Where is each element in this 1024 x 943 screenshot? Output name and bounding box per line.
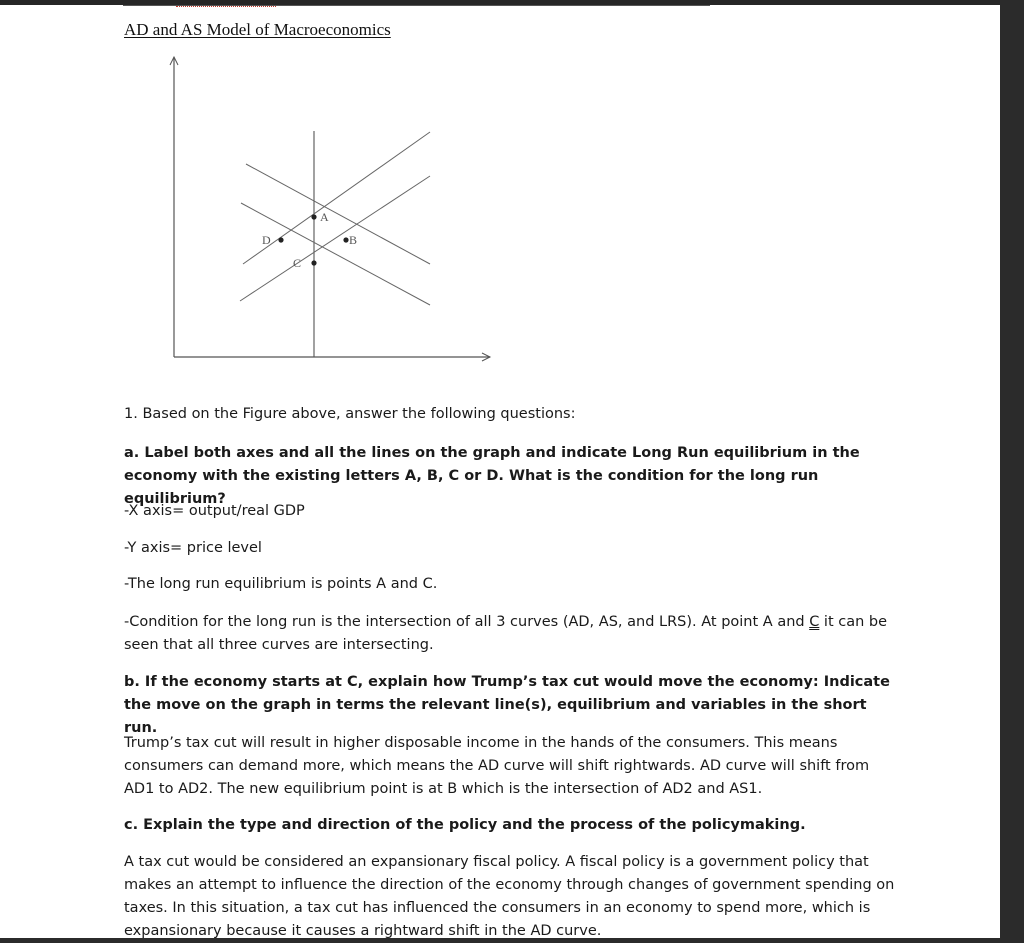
question-c: c. Explain the type and direction of the policy and the process of the policymaking.	[124, 817, 806, 833]
question-b: b. If the economy starts at C, explain how Trump’s tax cut would move the economy: Indicate the move on the graph in terms the relevant line(s), equilibrium and variables in the short run.	[124, 674, 890, 736]
label-a: A	[320, 210, 329, 224]
condition-point-c: C	[809, 614, 820, 630]
as2-line	[243, 132, 430, 264]
point-c	[311, 260, 316, 265]
point-a	[311, 214, 316, 219]
answer-condition	[124, 611, 899, 657]
document-page	[0, 5, 1000, 938]
question-1: 1. Based on the Figure above, answer the following questions:	[124, 406, 576, 422]
window-right-edge	[1000, 0, 1024, 943]
answer-long-run-equilibrium: -The long run equilibrium is points A and C.	[124, 576, 438, 592]
label-d: D	[262, 233, 271, 247]
answer-y-axis: -Y axis= price level	[124, 540, 262, 556]
ad1-line	[241, 203, 430, 305]
condition-text-start: -Condition for the long run is the intersection of all 3 curves (AD, AS, and LRS). At point A and	[124, 614, 810, 630]
ad2-line	[246, 164, 430, 264]
point-d	[278, 237, 283, 242]
window-bottom-edge	[0, 938, 1024, 943]
ad-as-figure	[150, 45, 510, 375]
answer-c: A tax cut would be considered an expansionary fiscal policy. A fiscal policy is a government policy that makes an attempt to influence the direction of the economy through changes of government spending on taxes. In this situation, a tax cut has influenced the consumers in an economy to spend more, which is expansionary because it causes a rightward shift in the AD curve.	[124, 854, 895, 938]
condition-text-end: it can be seen that all three curves are intersecting.	[124, 614, 888, 653]
header-marker	[176, 6, 276, 8]
answer-x-axis: -X axis= output/real GDP	[124, 503, 305, 519]
question-a: a. Label both axes and all the lines on the graph and indicate Long Run equilibrium in the economy with the existing letters A, B, C or D. What is the condition for the long run equilibrium?	[124, 445, 860, 507]
label-c: C	[293, 256, 302, 270]
document-title: AD and AS Model of Macroeconomics	[124, 20, 391, 39]
point-b	[343, 237, 348, 242]
label-b: B	[349, 233, 358, 247]
answer-b: Trump’s tax cut will result in higher disposable income in the hands of the consumers. This means consumers can demand more, which means the AD curve will shift rightwards. AD curve will shift from AD1 to AD2. The new equilibrium point is at B which is the intersection of AD2 and AS1.	[124, 735, 870, 797]
